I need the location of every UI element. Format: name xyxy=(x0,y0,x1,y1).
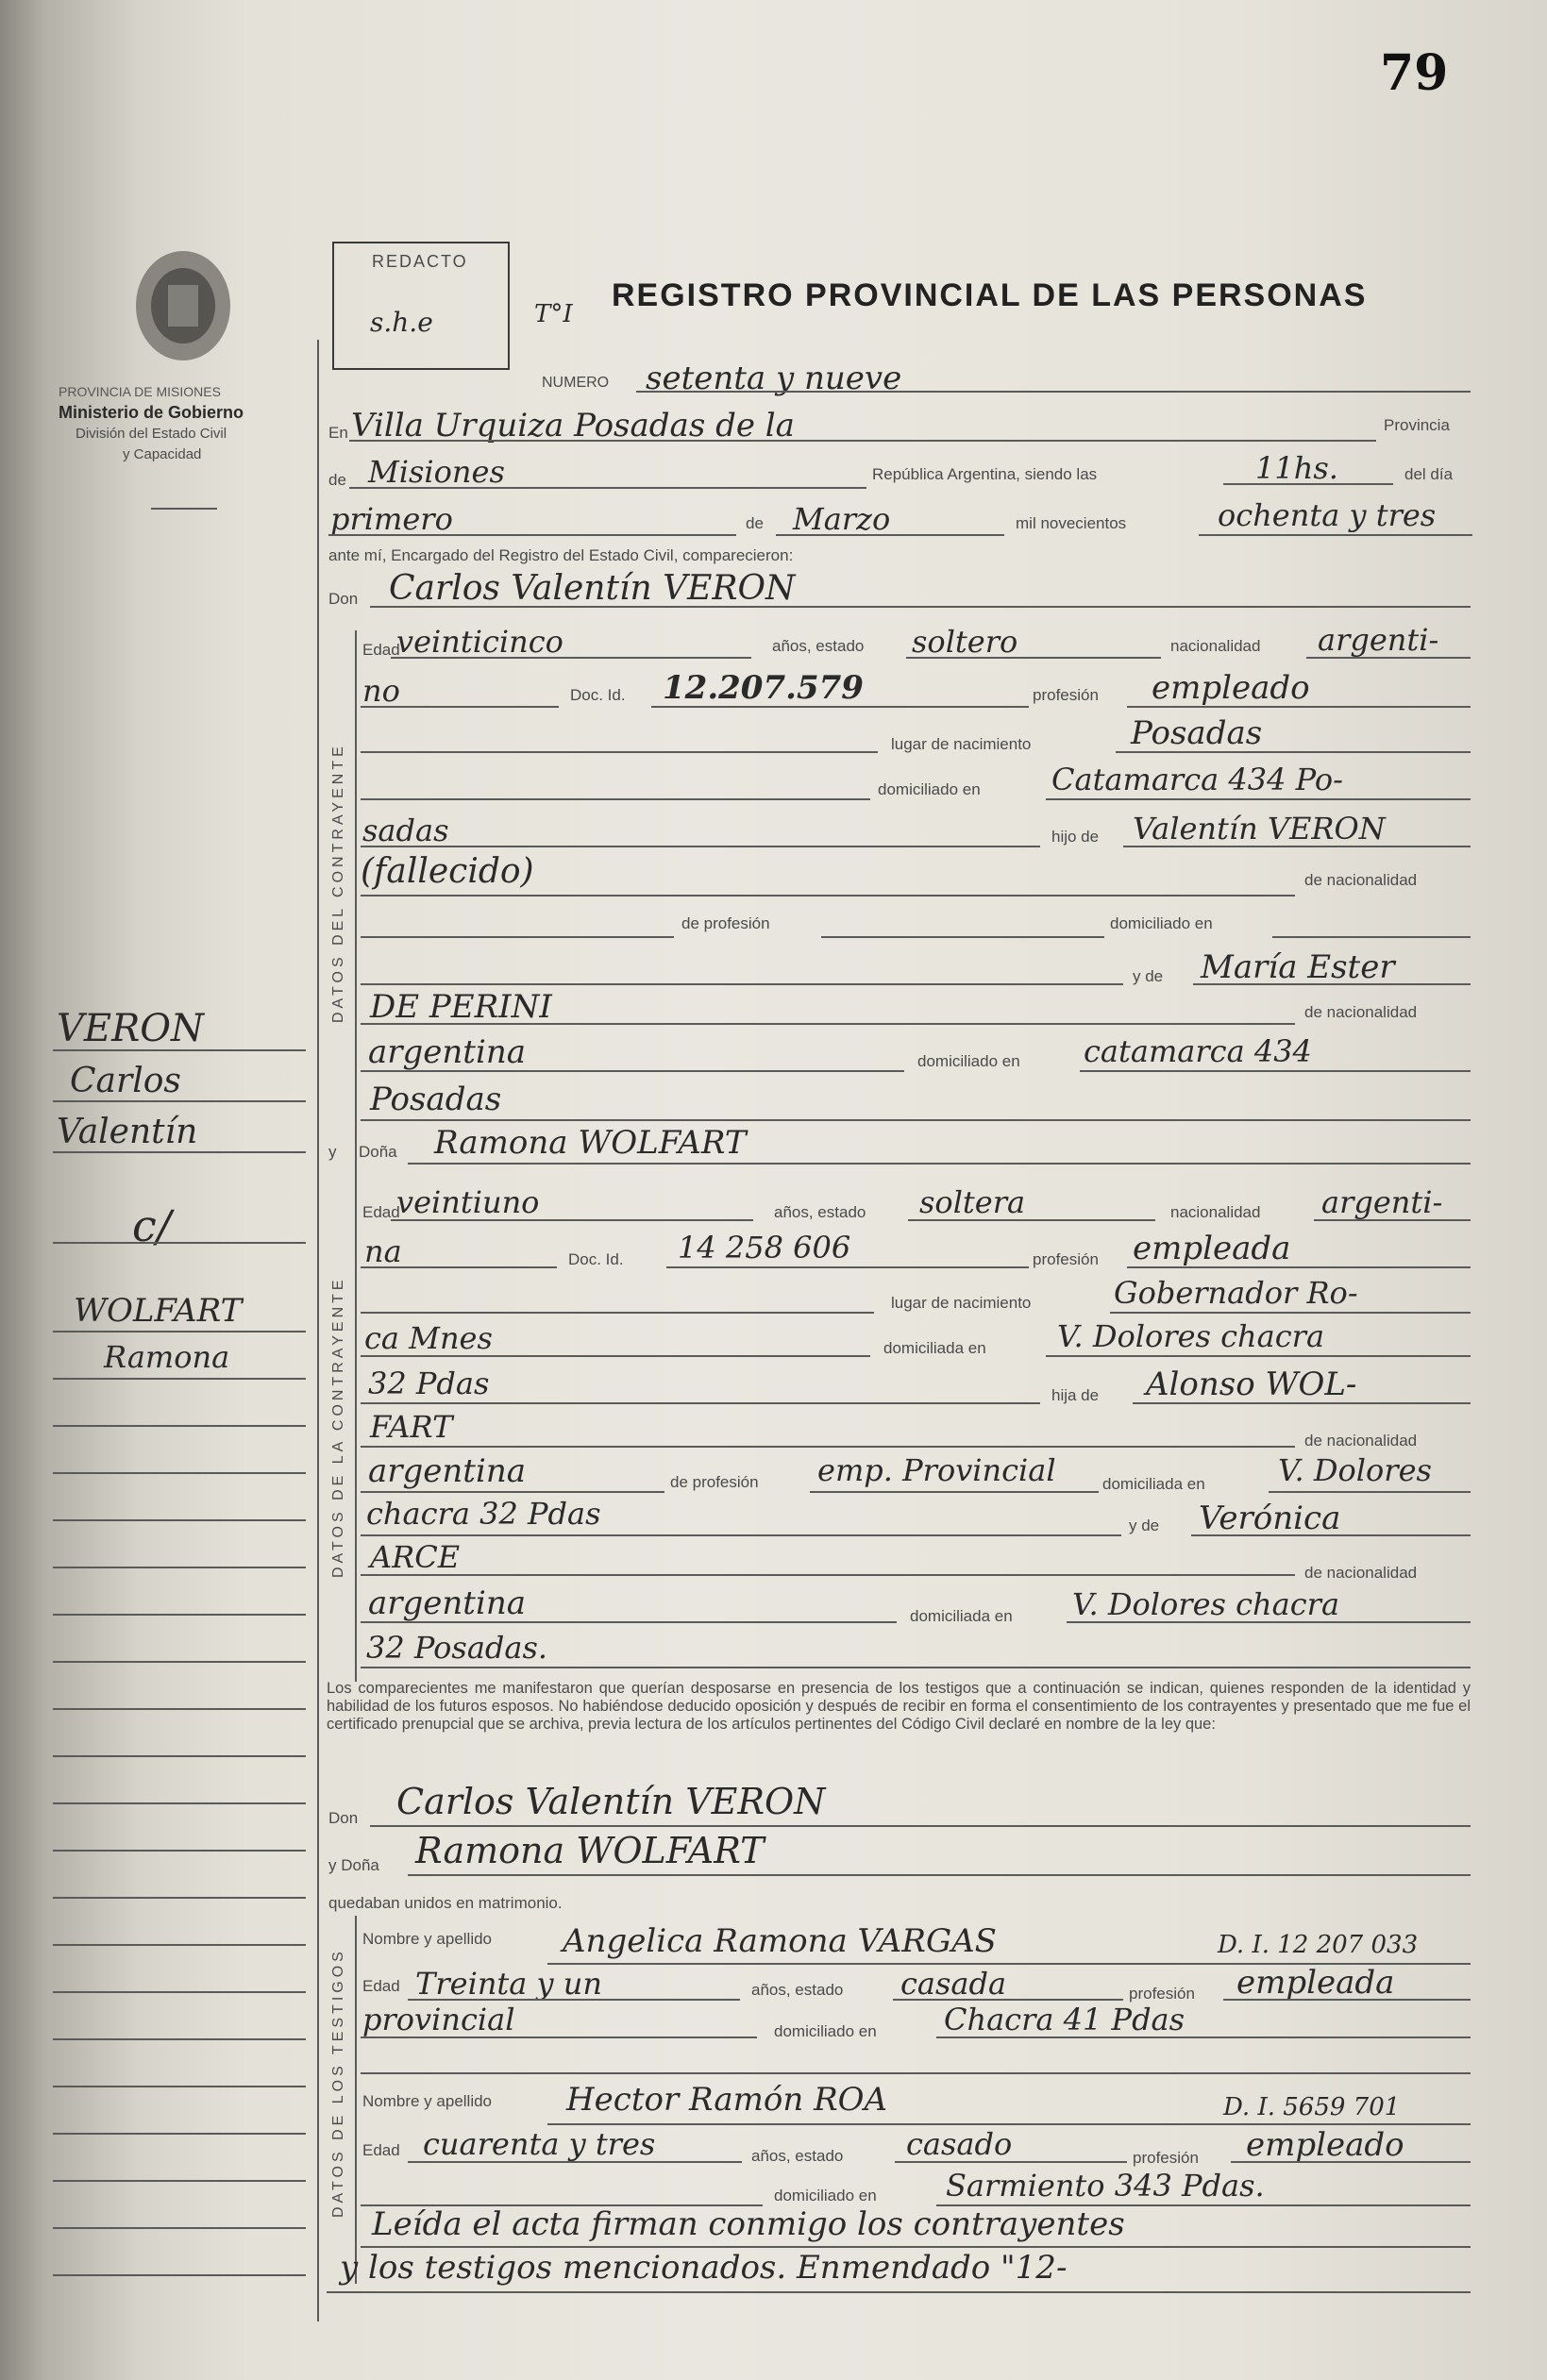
contrayenta-padre: Alonso WOL- xyxy=(1146,1366,1357,1403)
label-anos-estado-2: años, estado xyxy=(774,1203,866,1221)
margin-note: Valentín xyxy=(57,1113,198,1151)
issuer-capacidad: y Capacidad xyxy=(123,446,202,462)
contrayente-nacionalidad-cont: no xyxy=(362,673,400,709)
contrayenta-padre-profesion: emp. Provincial xyxy=(817,1452,1056,1488)
margin-note: VERON xyxy=(57,1007,204,1050)
contrayente-padre-cont: (fallecido) xyxy=(361,852,534,891)
label-edad-2: Edad xyxy=(362,1203,400,1221)
label-edad-3: Edad xyxy=(362,1977,400,1995)
acta-dia: primero xyxy=(330,501,453,537)
issuer-province: PROVINCIA DE MISIONES xyxy=(59,384,221,399)
label-nacionalidad-2: nacionalidad xyxy=(1170,1203,1261,1221)
margin-note: Carlos xyxy=(70,1062,181,1100)
issuer-ministry: Ministerio de Gobierno xyxy=(59,403,244,422)
contrayenta-domicilio: V. Dolores chacra xyxy=(1057,1318,1325,1354)
contrayenta-doc: 14 258 606 xyxy=(678,1230,851,1265)
contrayente-doc: 12.207.579 xyxy=(663,669,864,707)
label-ante: ante mí, Encargado del Registro del Estado Civil, comparecieron: xyxy=(328,546,794,564)
label-mil: mil novecientos xyxy=(1016,514,1127,532)
label-profesion: profesión xyxy=(1033,686,1099,704)
contrayenta-padre-nac: argentina xyxy=(368,1452,527,1490)
contrayenta-madre: Verónica xyxy=(1199,1500,1341,1537)
contrayenta-nacionalidad-cont: na xyxy=(364,1233,402,1269)
margin-note: WOLFART xyxy=(74,1292,243,1330)
label-domiciliado-3: domiciliado en xyxy=(774,2022,877,2040)
tomo-note: T°I xyxy=(534,300,573,328)
label-anos-estado-3: años, estado xyxy=(751,1981,844,1999)
testigo2-nombre: Hector Ramón ROA xyxy=(566,2081,888,2119)
contrayente-profesion: empleado xyxy=(1152,669,1310,707)
contrayente-nombre: Carlos Valentín VERON xyxy=(389,569,796,608)
contrayenta-madre-domicilio: V. Dolores chacra xyxy=(1072,1586,1340,1622)
label-del-dia: del día xyxy=(1404,465,1454,483)
label-domiciliada-3: domiciliada en xyxy=(910,1607,1013,1625)
contrayenta-madre-domicilio-cont: 32 Posadas. xyxy=(366,1630,548,1666)
contrayenta-edad: veintiuno xyxy=(396,1184,540,1220)
stamp-value: s.h.e xyxy=(370,307,433,338)
testigo1-nombre: Angelica Ramona VARGAS xyxy=(563,1922,997,1960)
contrayente-estado: soltero xyxy=(912,624,1018,660)
contrayente-domicilio: Catamarca 434 Po- xyxy=(1051,762,1343,797)
contrayenta-padre-domicilio: V. Dolores xyxy=(1278,1452,1432,1488)
label-de-nacionalidad-3: de nacionalidad xyxy=(1304,1432,1418,1450)
contrayenta-nacionalidad: argenti- xyxy=(1321,1184,1443,1220)
stamp-label: REDACTO xyxy=(372,252,468,271)
testigo2-edad: cuarenta y tres xyxy=(423,2126,656,2162)
label-de-nacionalidad: de nacionalidad xyxy=(1304,871,1418,889)
issuer-division: División del Estado Civil xyxy=(76,426,227,442)
closing-line-2: y los testigos mencionados. Enmendado "12- xyxy=(340,2249,1068,2287)
acta-lugar: Villa Urquiza Posadas de la xyxy=(351,407,795,444)
label-doc-2: Doc. Id. xyxy=(568,1250,624,1268)
testigo1-estado: casada xyxy=(900,1966,1007,2002)
contrayente-edad: veinticinco xyxy=(396,624,563,660)
label-republica: República Argentina, siendo las xyxy=(872,465,1098,483)
contrayenta-madre-nac: argentina xyxy=(368,1584,527,1622)
label-dona: Doña xyxy=(359,1143,397,1161)
contrayenta-estado: soltera xyxy=(919,1184,1026,1220)
contrayente-nacionalidad: argenti- xyxy=(1318,622,1439,658)
margin-rule xyxy=(317,340,319,2321)
label-domiciliado-en-2: domiciliado en xyxy=(917,1052,1020,1070)
label-y-de: y de xyxy=(1133,967,1164,985)
testigo2-doc: D. I. 5659 701 xyxy=(1223,2093,1401,2121)
redacto-stamp xyxy=(332,242,510,370)
contrayente-madre-cont: DE PERINI xyxy=(370,988,552,1026)
label-en: En xyxy=(328,424,348,442)
declaration-paragraph: Los comparecientes me manifestaron que querían desposarse en presencia de los testigos que a continuación se indican, quienes responden de la identidad y habilidad de los futuros esposos. No habiéndose deducido oposición y después de recibir en forma el consentimiento de los contrayentes y presentado que me fue el certificado prenupcial que se archiva, previa lectura de los artículos pertinentes del Código Civil declaré en nombre de la ley que: xyxy=(327,1680,1471,1733)
label-datos-testigos: DATOS DE LOS TESTIGOS xyxy=(330,1948,346,2218)
label-domiciliado: domiciliado en xyxy=(878,780,981,798)
contrayente-domicilio-cont: sadas xyxy=(362,813,449,848)
testigo2-estado: casado xyxy=(906,2126,1013,2162)
label-nombre-apellido: Nombre y apellido xyxy=(362,1930,493,1948)
acta-provincia: Misiones xyxy=(368,454,505,490)
label-edad: Edad xyxy=(362,641,400,659)
label-lugar-nacimiento: lugar de nacimiento xyxy=(891,735,1032,753)
testigo1-edad: Treinta y un xyxy=(415,1966,602,2002)
label-hijo-de: hijo de xyxy=(1051,828,1100,846)
matrimonio-don: Carlos Valentín VERON xyxy=(396,1781,826,1822)
label-doc: Doc. Id. xyxy=(570,686,626,704)
testigo2-domicilio: Sarmiento 343 Pdas. xyxy=(946,2168,1265,2204)
contrayenta-padre-domicilio-cont: chacra 32 Pdas xyxy=(366,1496,601,1532)
acta-mes: Marzo xyxy=(793,501,891,537)
label-nombre-apellido-2: Nombre y apellido xyxy=(362,2092,493,2110)
label-domiciliada: domiciliada en xyxy=(883,1339,986,1357)
label-don: Don xyxy=(328,590,359,608)
contrayenta-domicilio-cont: 32 Pdas xyxy=(368,1366,490,1401)
label-y: y xyxy=(328,1143,337,1161)
label-de: de xyxy=(328,471,346,489)
label-datos-contrayente: DATOS DEL CONTRAYENTE xyxy=(330,743,346,1023)
contrayente-padre: Valentín VERON xyxy=(1133,811,1386,846)
label-de-nacionalidad-2: de nacionalidad xyxy=(1304,1003,1418,1021)
registry-title: REGISTRO PROVINCIAL DE LAS PERSONAS xyxy=(612,277,1368,313)
label-edad-4: Edad xyxy=(362,2141,400,2159)
acta-anio: ochenta y tres xyxy=(1218,497,1437,533)
testigo1-profesion-cont: provincial xyxy=(362,2002,515,2037)
label-de-profesion: de profesión xyxy=(681,914,770,932)
label-numero: NUMERO xyxy=(542,375,610,391)
label-hija-de: hija de xyxy=(1051,1386,1100,1404)
contrayenta-lugar-nac-cont: ca Mnes xyxy=(364,1320,493,1356)
label-don-2: Don xyxy=(328,1809,359,1827)
contrayente-madre-domicilio: catamarca 434 xyxy=(1084,1033,1312,1069)
label-datos-contrayenta: DATOS DE LA CONTRAYENTE xyxy=(330,1276,346,1578)
label-anos-estado: años, estado xyxy=(772,637,865,655)
issuer-divider xyxy=(151,508,217,510)
testigo1-doc: D. I. 12 207 033 xyxy=(1218,1931,1419,1959)
label-quedaban: quedaban unidos en matrimonio. xyxy=(328,1894,563,1912)
label-lugar-nacimiento-2: lugar de nacimiento xyxy=(891,1294,1032,1312)
contrayente-madre-nac: argentina xyxy=(368,1033,527,1071)
contrayente-madre: María Ester xyxy=(1201,948,1395,986)
label-de-profesion-2: de profesión xyxy=(670,1473,759,1491)
acta-numero: setenta y nueve xyxy=(646,360,902,397)
label-profesion-2: profesión xyxy=(1033,1250,1099,1268)
testigo2-profesion: empleado xyxy=(1246,2126,1404,2164)
label-de-mes: de xyxy=(746,514,764,532)
matrimonio-dona: Ramona WOLFART xyxy=(415,1830,765,1871)
label-domiciliado-4: domiciliado en xyxy=(774,2187,877,2204)
label-profesion-4: profesión xyxy=(1133,2149,1199,2167)
acta-hora: 11hs. xyxy=(1255,450,1338,486)
contrayente-madre-domicilio-cont: Posadas xyxy=(370,1081,502,1118)
margin-note: c/ xyxy=(132,1200,172,1251)
contrayenta-nombre: Ramona WOLFART xyxy=(434,1124,747,1162)
contrayenta-profesion: empleada xyxy=(1133,1230,1291,1267)
label-y-de-2: y de xyxy=(1129,1517,1160,1534)
contrayenta-madre-cont: ARCE xyxy=(370,1539,461,1575)
contrayenta-padre-cont: FART xyxy=(370,1409,453,1445)
label-domiciliada-2: domiciliada en xyxy=(1102,1475,1205,1493)
closing-line-1: Leída el acta firman conmigo los contrayentes xyxy=(372,2205,1125,2243)
coat-of-arms-icon xyxy=(130,247,236,370)
label-anos-estado-4: años, estado xyxy=(751,2147,844,2165)
label-provincia: Provincia xyxy=(1384,416,1450,434)
label-de-nacionalidad-4: de nacionalidad xyxy=(1304,1564,1418,1582)
testigo1-domicilio: Chacra 41 Pdas xyxy=(944,2002,1185,2037)
label-y-dona: y Doña xyxy=(328,1856,379,1874)
label-domiciliado-en: domiciliado en xyxy=(1110,914,1213,932)
contrayenta-lugar-nac: Gobernador Ro- xyxy=(1114,1275,1358,1311)
margin-note: Ramona xyxy=(104,1339,230,1375)
label-profesion-3: profesión xyxy=(1129,1985,1195,2003)
testigo1-profesion: empleada xyxy=(1236,1964,1395,2002)
contrayente-lugar-nac: Posadas xyxy=(1131,714,1263,752)
label-nacionalidad: nacionalidad xyxy=(1170,637,1261,655)
page-number: 79 xyxy=(1380,44,1449,102)
